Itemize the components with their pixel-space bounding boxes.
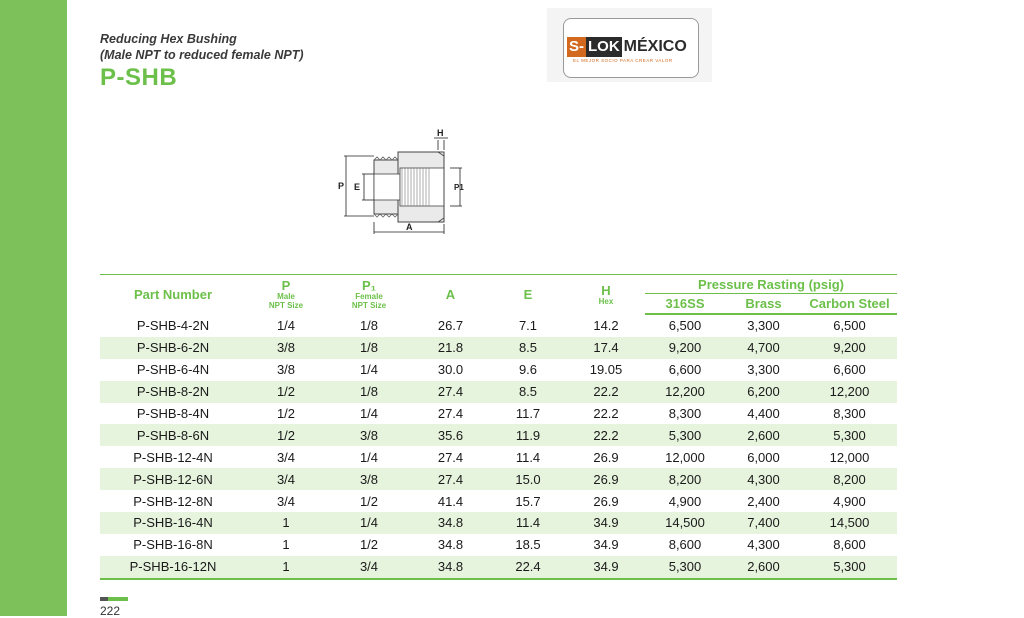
cell-dim-a: 21.8	[412, 337, 489, 359]
cell-rating-316ss: 12,000	[665, 449, 705, 465]
cell-dim-e: 11.9	[489, 424, 567, 446]
cell-rating-carbon-steel: 14,500	[802, 512, 897, 534]
cell-dim-h: 34.9	[567, 556, 645, 579]
cell-rating-brass: 3,300	[747, 318, 780, 334]
cell-rating-brass: 7,400	[725, 512, 802, 534]
table-row	[100, 534, 897, 556]
company-logo	[547, 8, 712, 82]
cell-rating-carbon-steel: 12,200	[802, 381, 897, 403]
cell-dim-h: 26.9	[593, 449, 619, 465]
cell-p1-size: 1/2	[359, 493, 379, 509]
side-accent-bar	[0, 0, 67, 616]
cell-rating-316ss: 6,500	[668, 318, 702, 334]
cell-p1-size: 3/8	[326, 468, 412, 490]
cell-part-number: P-SHB-8-6N	[100, 424, 246, 446]
cell-part-number: P-SHB-16-4N	[100, 512, 246, 534]
cell-rating-carbon-steel: 4,900	[833, 493, 866, 509]
cell-dim-e: 11.7	[515, 406, 541, 421]
cell-rating-brass: 4,300	[725, 468, 802, 490]
cell-rating-316ss: 9,200	[645, 337, 725, 359]
cell-p-size: 3/4	[246, 468, 326, 490]
cell-dim-h: 22.2	[567, 381, 645, 403]
table-row	[100, 381, 897, 403]
cell-part-number: P-SHB-4-2N	[136, 317, 210, 333]
cell-dim-a: 27.4	[437, 449, 464, 465]
dim-label-p: P	[338, 181, 345, 191]
dim-label-h: H	[437, 128, 444, 138]
logo-part-mexico: MÉXICO	[623, 38, 687, 55]
col-header-a: A	[412, 275, 489, 315]
logo-tagline: EL MEJOR SOCIO PARA CREAR VALOR	[573, 58, 673, 63]
cell-part-number: P-SHB-8-4N	[136, 406, 210, 421]
cell-p1-size: 1/2	[359, 537, 379, 553]
cell-dim-h: 22.2	[567, 424, 645, 446]
cell-rating-carbon-steel: 8,200	[802, 468, 897, 490]
cell-dim-e: 9.6	[518, 362, 538, 378]
logo-part-s: S-	[569, 38, 584, 55]
bushing-drawing	[330, 126, 475, 236]
cell-p-size: 1/2	[246, 381, 326, 403]
specifications-table	[100, 274, 897, 580]
cell-dim-e: 22.4	[489, 556, 567, 579]
cell-rating-brass: 2,600	[725, 556, 802, 579]
cell-dim-a: 27.4	[412, 381, 489, 403]
cell-dim-e: 11.4	[515, 449, 541, 465]
cell-rating-316ss: 8,200	[645, 468, 725, 490]
col-header-p1-label: P₁	[361, 278, 377, 293]
cell-dim-a: 27.4	[437, 406, 464, 421]
cell-p-size: 1	[246, 512, 326, 534]
col-header-part-number: Part Number	[100, 275, 246, 315]
col-header-p-sub1: Male	[277, 292, 295, 301]
col-header-h	[567, 275, 645, 315]
cell-part-number: P-SHB-12-4N	[133, 449, 213, 465]
cell-rating-316ss: 6,600	[668, 362, 702, 378]
cell-p1-size: 1/4	[326, 512, 412, 534]
product-subtitle: Reducing Hex Bushing	[100, 32, 237, 46]
table-row	[100, 446, 897, 468]
table-row	[100, 468, 897, 490]
cell-dim-e: 15.0	[489, 468, 567, 490]
cell-dim-a: 41.4	[437, 493, 464, 509]
cell-part-number: P-SHB-6-4N	[136, 362, 210, 378]
cell-rating-carbon-steel: 6,600	[833, 362, 866, 378]
cell-dim-h: 19.05	[589, 362, 623, 378]
cell-p-size: 3/8	[246, 337, 326, 359]
cell-part-number: P-SHB-6-2N	[100, 337, 246, 359]
cell-part-number: P-SHB-8-2N	[100, 381, 246, 403]
cell-p1-size: 1/4	[359, 449, 379, 465]
cell-p1-size: 1/8	[326, 337, 412, 359]
cell-dim-a: 26.7	[437, 317, 464, 333]
cell-dim-e: 8.5	[489, 381, 567, 403]
cell-rating-316ss: 14,500	[645, 512, 725, 534]
cell-dim-e: 18.5	[515, 537, 541, 553]
cell-p-size: 1/4	[276, 317, 296, 333]
cell-part-number: P-SHB-16-8N	[133, 537, 213, 553]
cell-dim-h: 17.4	[567, 337, 645, 359]
col-header-pressure-rating: Pressure Rasting (psig)	[645, 275, 897, 294]
col-header-p-label: P	[281, 278, 291, 293]
table-row	[100, 512, 897, 534]
col-header-p1-sub2: NPT Size	[351, 301, 387, 310]
cell-rating-carbon-steel: 6,500	[833, 318, 866, 334]
page-number: 222	[100, 604, 121, 618]
cell-rating-brass: 3,300	[747, 362, 780, 378]
cell-rating-carbon-steel: 9,200	[802, 337, 897, 359]
table-row	[100, 314, 897, 337]
product-model-title: P-SHB	[100, 64, 178, 91]
cell-p-size: 1	[282, 537, 290, 553]
table-row	[100, 359, 897, 381]
cell-dim-h: 14.2	[593, 317, 619, 333]
cell-dim-e: 11.4	[489, 512, 567, 534]
cell-rating-brass: 2,400	[747, 493, 780, 509]
specifications-table-body	[100, 314, 897, 579]
cell-dim-e: 7.1	[518, 317, 538, 333]
cell-rating-brass: 6,000	[747, 449, 780, 465]
cell-rating-316ss: 5,300	[645, 424, 725, 446]
col-header-316ss: 316SS	[645, 294, 725, 315]
cell-rating-316ss: 5,300	[645, 556, 725, 579]
cell-rating-carbon-steel: 12,000	[829, 449, 870, 465]
cell-dim-h: 34.9	[567, 512, 645, 534]
dim-label-e: E	[354, 182, 361, 192]
cell-rating-brass: 4,400	[747, 406, 780, 421]
cell-rating-316ss: 8,600	[668, 537, 702, 553]
cell-p-size: 1/2	[246, 424, 326, 446]
cell-dim-a: 34.8	[412, 512, 489, 534]
cell-dim-a: 34.8	[412, 556, 489, 579]
cell-dim-h: 26.9	[567, 468, 645, 490]
col-header-h-label: H	[601, 282, 611, 298]
cell-dim-a: 34.8	[437, 537, 464, 553]
dim-label-a: A	[406, 222, 413, 232]
cell-dim-h: 22.2	[593, 406, 619, 421]
dim-label-p1: P1	[454, 183, 464, 192]
cell-p1-size: 1/4	[359, 406, 379, 421]
product-description: (Male NPT to reduced female NPT)	[100, 48, 304, 62]
cell-p1-size: 1/8	[359, 317, 379, 333]
cell-p-size: 1	[246, 556, 326, 579]
cell-dim-e: 8.5	[489, 337, 567, 359]
cell-rating-brass: 2,600	[725, 424, 802, 446]
cell-p-size: 3/4	[276, 493, 296, 509]
cell-rating-carbon-steel: 5,300	[802, 424, 897, 446]
cell-dim-h: 34.9	[593, 537, 619, 553]
cell-rating-brass: 6,200	[725, 381, 802, 403]
cell-rating-brass: 4,300	[747, 537, 780, 553]
col-header-brass: Brass	[725, 294, 802, 315]
cell-rating-carbon-steel: 8,600	[833, 537, 866, 553]
table-row	[100, 424, 897, 446]
cell-p1-size: 1/4	[359, 362, 379, 378]
table-row	[100, 403, 897, 425]
cell-p-size: 3/4	[276, 449, 296, 465]
cell-rating-316ss: 12,200	[645, 381, 725, 403]
cell-dim-a: 35.6	[412, 424, 489, 446]
cell-rating-carbon-steel: 5,300	[802, 556, 897, 579]
cell-p1-size: 1/8	[326, 381, 412, 403]
cell-part-number: P-SHB-16-12N	[100, 556, 246, 579]
cell-rating-brass: 4,700	[725, 337, 802, 359]
page-marker-accent	[100, 597, 108, 601]
logo-part-lok: LOK	[588, 38, 620, 55]
cell-dim-e: 15.7	[515, 493, 541, 509]
cell-rating-316ss: 8,300	[668, 406, 702, 421]
table-row	[100, 337, 897, 359]
col-header-carbon-steel: Carbon Steel	[802, 294, 897, 315]
cell-dim-a: 27.4	[412, 468, 489, 490]
col-header-p1	[326, 275, 412, 315]
table-row	[100, 556, 897, 579]
cell-p1-size: 3/4	[326, 556, 412, 579]
cell-p-size: 3/8	[276, 362, 296, 378]
cell-dim-a: 30.0	[437, 362, 464, 378]
cell-p1-size: 3/8	[326, 424, 412, 446]
cell-part-number: P-SHB-12-8N	[133, 493, 213, 509]
col-header-p	[246, 275, 326, 315]
logo-wordmark	[567, 37, 687, 57]
col-header-p-sub2: NPT Size	[268, 301, 304, 310]
cell-rating-carbon-steel: 8,300	[833, 406, 866, 421]
col-header-p1-sub1: Female	[355, 292, 383, 301]
col-header-e: E	[489, 275, 567, 315]
cell-rating-316ss: 4,900	[668, 493, 702, 509]
cell-part-number: P-SHB-12-6N	[100, 468, 246, 490]
cell-p-size: 1/2	[276, 406, 296, 421]
cell-dim-h: 26.9	[593, 493, 619, 509]
col-header-h-sub: Hex	[598, 296, 614, 306]
table-row	[100, 490, 897, 512]
